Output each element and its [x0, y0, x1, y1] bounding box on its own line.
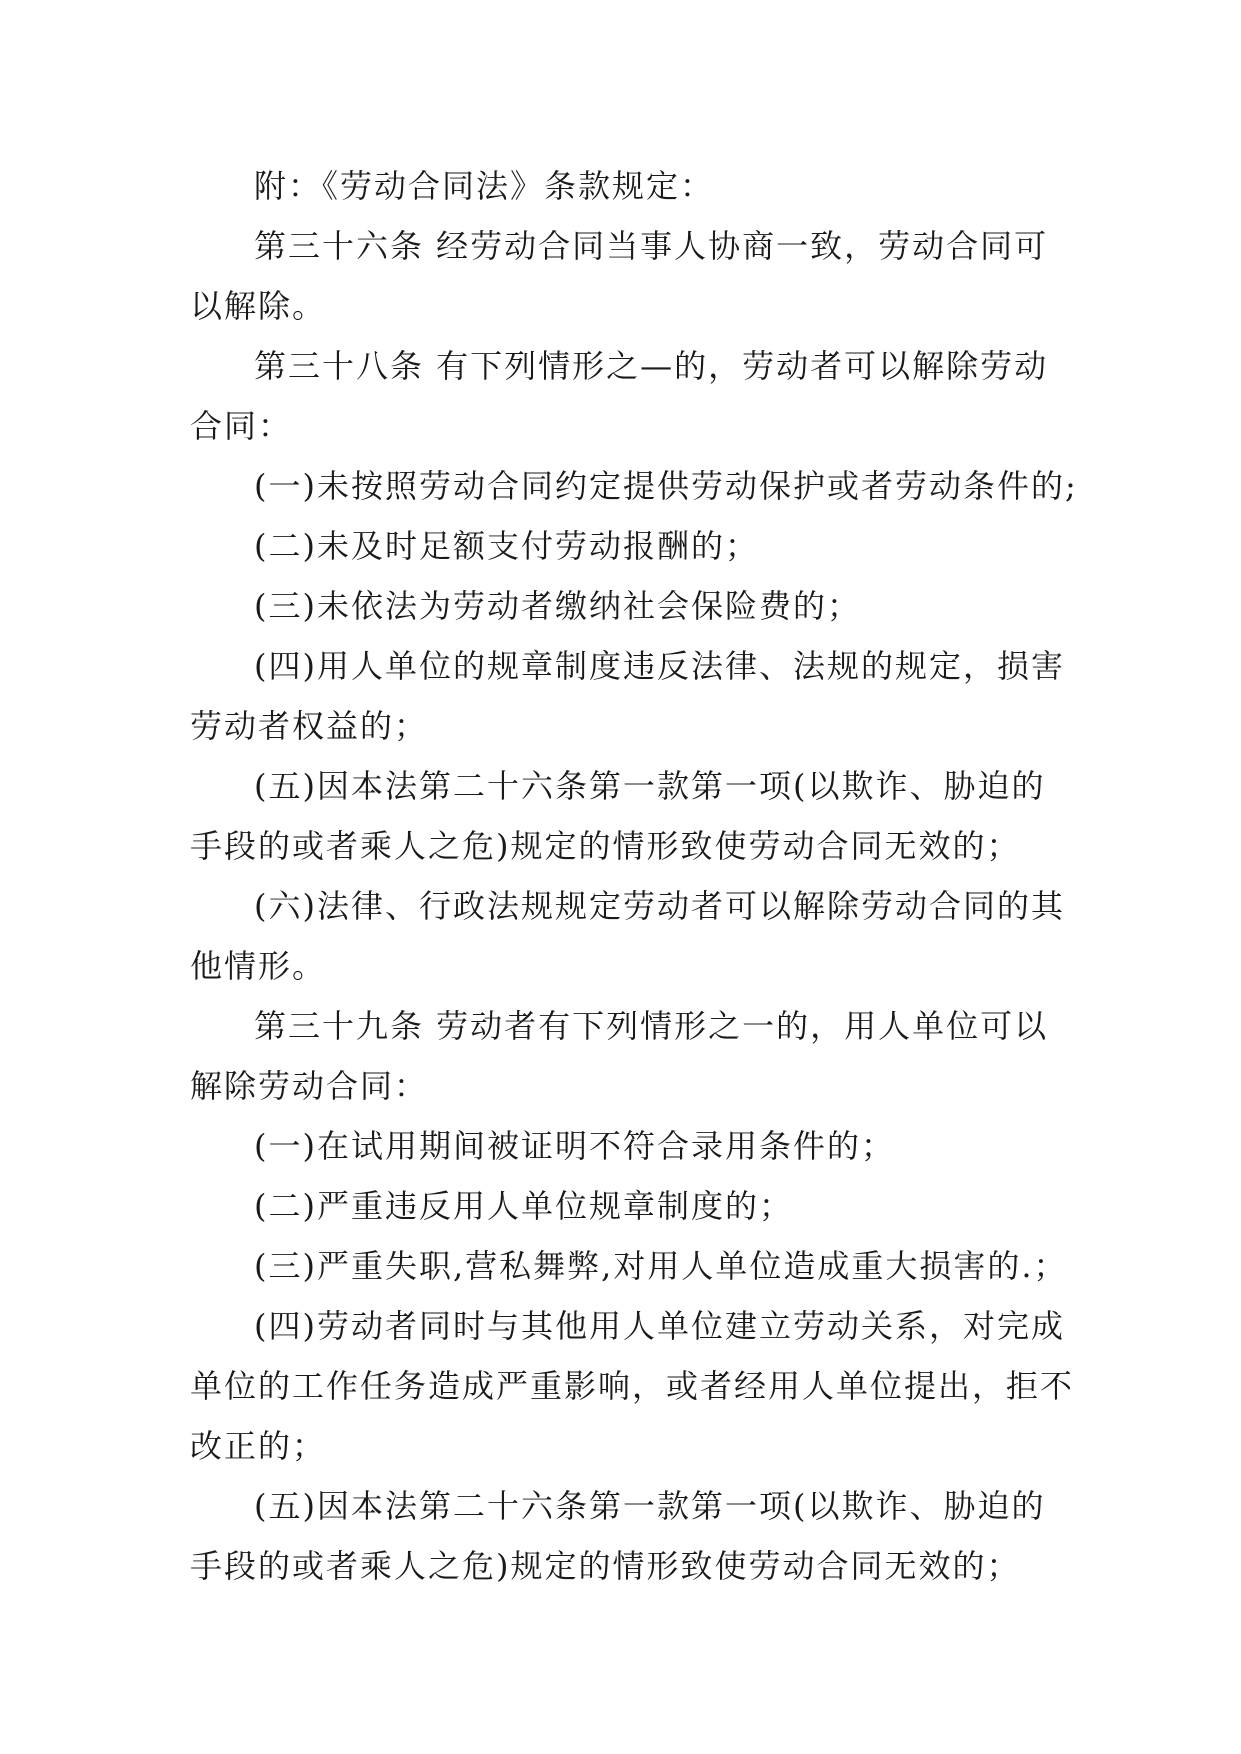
- article-36-line-1: 第三十六条 经劳动合同当事人协商一致，劳动合同可: [254, 227, 1049, 265]
- article-38-item-5-line-2: 手段的或者乘人之危)规定的情形致使劳动合同无效的；: [190, 827, 1021, 865]
- document-body: [190, 156, 1078, 1596]
- attachment-heading: 附：《劳动合同法》条款规定：: [254, 167, 715, 205]
- article-38-item-2: (二)未及时足额支付劳动报酬的；: [254, 527, 759, 565]
- article-39-item-4-line-1: (四)劳动者同时与其他用人单位建立劳动关系，对完成: [254, 1307, 1065, 1345]
- article-39-line-1: 第三十九条 劳动者有下列情形之一的，用人单位可以: [254, 1007, 1049, 1045]
- article-38-item-3: (三)未依法为劳动者缴纳社会保险费的；: [254, 587, 861, 625]
- article-39-item-4-line-3: 改正的；: [190, 1427, 327, 1465]
- article-38-item-4-line-1: (四)用人单位的规章制度违反法律、法规的规定，损害: [254, 647, 1065, 685]
- article-39-item-2: (二)严重违反用人单位规章制度的；: [254, 1187, 793, 1225]
- article-39-item-5-line-1: (五)因本法第二十六条第一款第一项(以欺诈、胁迫的: [254, 1487, 1046, 1525]
- article-39-line-2: 解除劳动合同：: [190, 1067, 429, 1105]
- article-39-item-4-line-2: 单位的工作任务造成严重影响，或者经用人单位提出，拒不: [190, 1367, 1075, 1405]
- article-38-line-2: 合同：: [190, 407, 293, 445]
- article-38-item-6-line-1: (六)法律、行政法规规定劳动者可以解除劳动合同的其: [254, 887, 1065, 925]
- article-38-item-1: (一)未按照劳动合同约定提供劳动保护或者劳动条件的;: [254, 467, 1078, 505]
- article-38-item-6-line-2: 他情形。: [190, 947, 327, 985]
- article-38-item-5-line-1: (五)因本法第二十六条第一款第一项(以欺诈、胁迫的: [254, 767, 1046, 805]
- article-39-item-3: (三)严重失职,营私舞弊,对用人单位造成重大损害的.；: [254, 1247, 1068, 1285]
- article-39-item-1: (一)在试用期间被证明不符合录用条件的；: [254, 1127, 895, 1165]
- article-38-line-1: 第三十八条 有下列情形之—的，劳动者可以解除劳动: [254, 347, 1049, 385]
- article-38-item-4-line-2: 劳动者权益的；: [190, 707, 429, 745]
- article-36-line-2: 以解除。: [190, 287, 327, 325]
- article-39-item-5-line-2: 手段的或者乘人之危)规定的情形致使劳动合同无效的；: [190, 1547, 1021, 1585]
